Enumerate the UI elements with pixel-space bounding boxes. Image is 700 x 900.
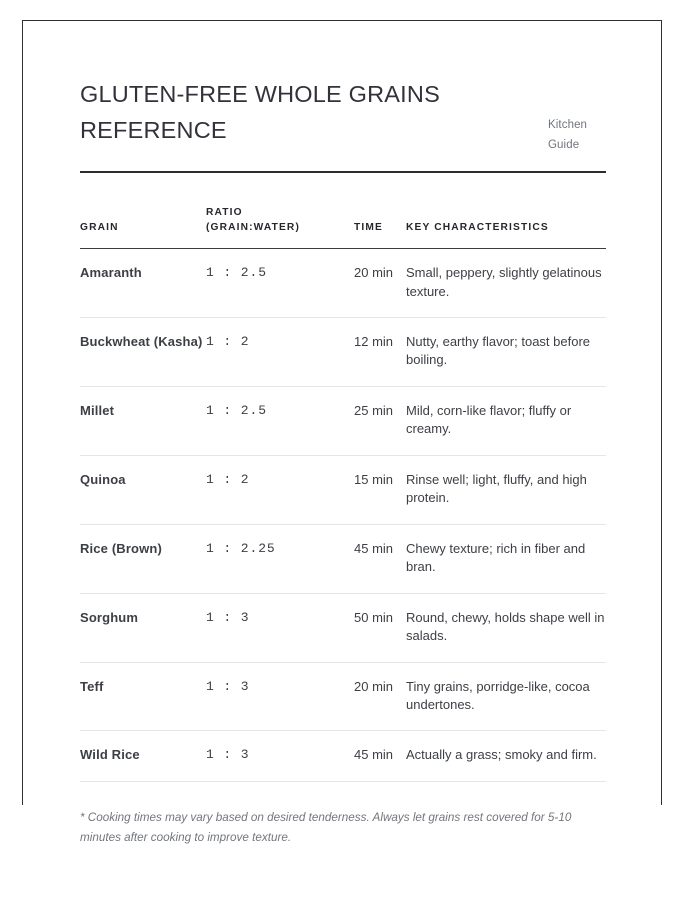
table-header [80,206,606,248]
table-row [80,249,606,318]
cell-time: 45 min [354,731,406,781]
cell-ratio: 1 : 2.25 [206,524,354,593]
masthead-tag [548,77,606,156]
cell-ratio: 1 : 3 [206,662,354,731]
cell-characteristics: Nutty, earthy flavor; toast before boiling. [406,318,606,387]
cell-grain: Quinoa [80,455,206,524]
grains-reference-table [80,206,606,782]
cell-characteristics: Chewy texture; rich in fiber and bran. [406,524,606,593]
title-divider [80,171,606,174]
column-header-grain: GRAIN [80,206,206,248]
table-row [80,318,606,387]
cell-time: 50 min [354,593,406,662]
cell-characteristics: Rinse well; light, fluffy, and high protein. [406,455,606,524]
table-row [80,593,606,662]
table-row [80,455,606,524]
document-masthead [80,20,606,156]
table-row [80,731,606,781]
cell-characteristics: Actually a grass; smoky and firm. [406,731,606,781]
cell-ratio: 1 : 3 [206,731,354,781]
cell-grain: Rice (Brown) [80,524,206,593]
cell-characteristics: Tiny grains, porridge-like, cocoa undertones. [406,662,606,731]
cell-characteristics: Small, peppery, slightly gelatinous texture. [406,249,606,318]
column-header-ratio-line-1: RATIO [206,207,243,219]
column-header-characteristics: KEY CHARACTERISTICS [406,206,606,248]
cell-ratio: 1 : 2.5 [206,386,354,455]
cell-time: 15 min [354,455,406,524]
cell-time: 25 min [354,386,406,455]
page-title: GLUTEN-FREE WHOLE GRAINS REFERENCE [80,81,440,143]
cell-grain: Amaranth [80,249,206,318]
table-body [80,249,606,782]
cell-ratio: 1 : 2.5 [206,249,354,318]
column-header-ratio [206,206,354,248]
table-row [80,524,606,593]
masthead-tag-line-2: Guide [548,138,580,151]
cell-characteristics: Mild, corn-like flavor; fluffy or creamy. [406,386,606,455]
cell-time: 20 min [354,249,406,318]
cell-grain: Millet [80,386,206,455]
footnote: * Cooking times may vary based on desired tenderness. Always let grains rest covered for 5-10 minutes after cooking to improve texture. [80,810,572,844]
cell-grain: Wild Rice [80,731,206,781]
cell-grain: Buckwheat (Kasha) [80,318,206,387]
column-header-time: TIME [354,206,406,248]
cell-grain: Teff [80,662,206,731]
table-row [80,662,606,731]
cell-time: 20 min [354,662,406,731]
document-content [80,20,606,847]
table-row [80,386,606,455]
cell-ratio: 1 : 3 [206,593,354,662]
cell-time: 45 min [354,524,406,593]
cell-time: 12 min [354,318,406,387]
masthead-tag-line-1: Kitchen [548,119,588,131]
table-header-row [80,206,606,248]
cell-ratio: 1 : 2 [206,455,354,524]
cell-ratio: 1 : 2 [206,318,354,387]
cell-grain: Sorghum [80,593,206,662]
column-header-ratio-line-2: (GRAIN:WATER) [206,221,300,233]
cell-characteristics: Round, chewy, holds shape well in salads. [406,593,606,662]
